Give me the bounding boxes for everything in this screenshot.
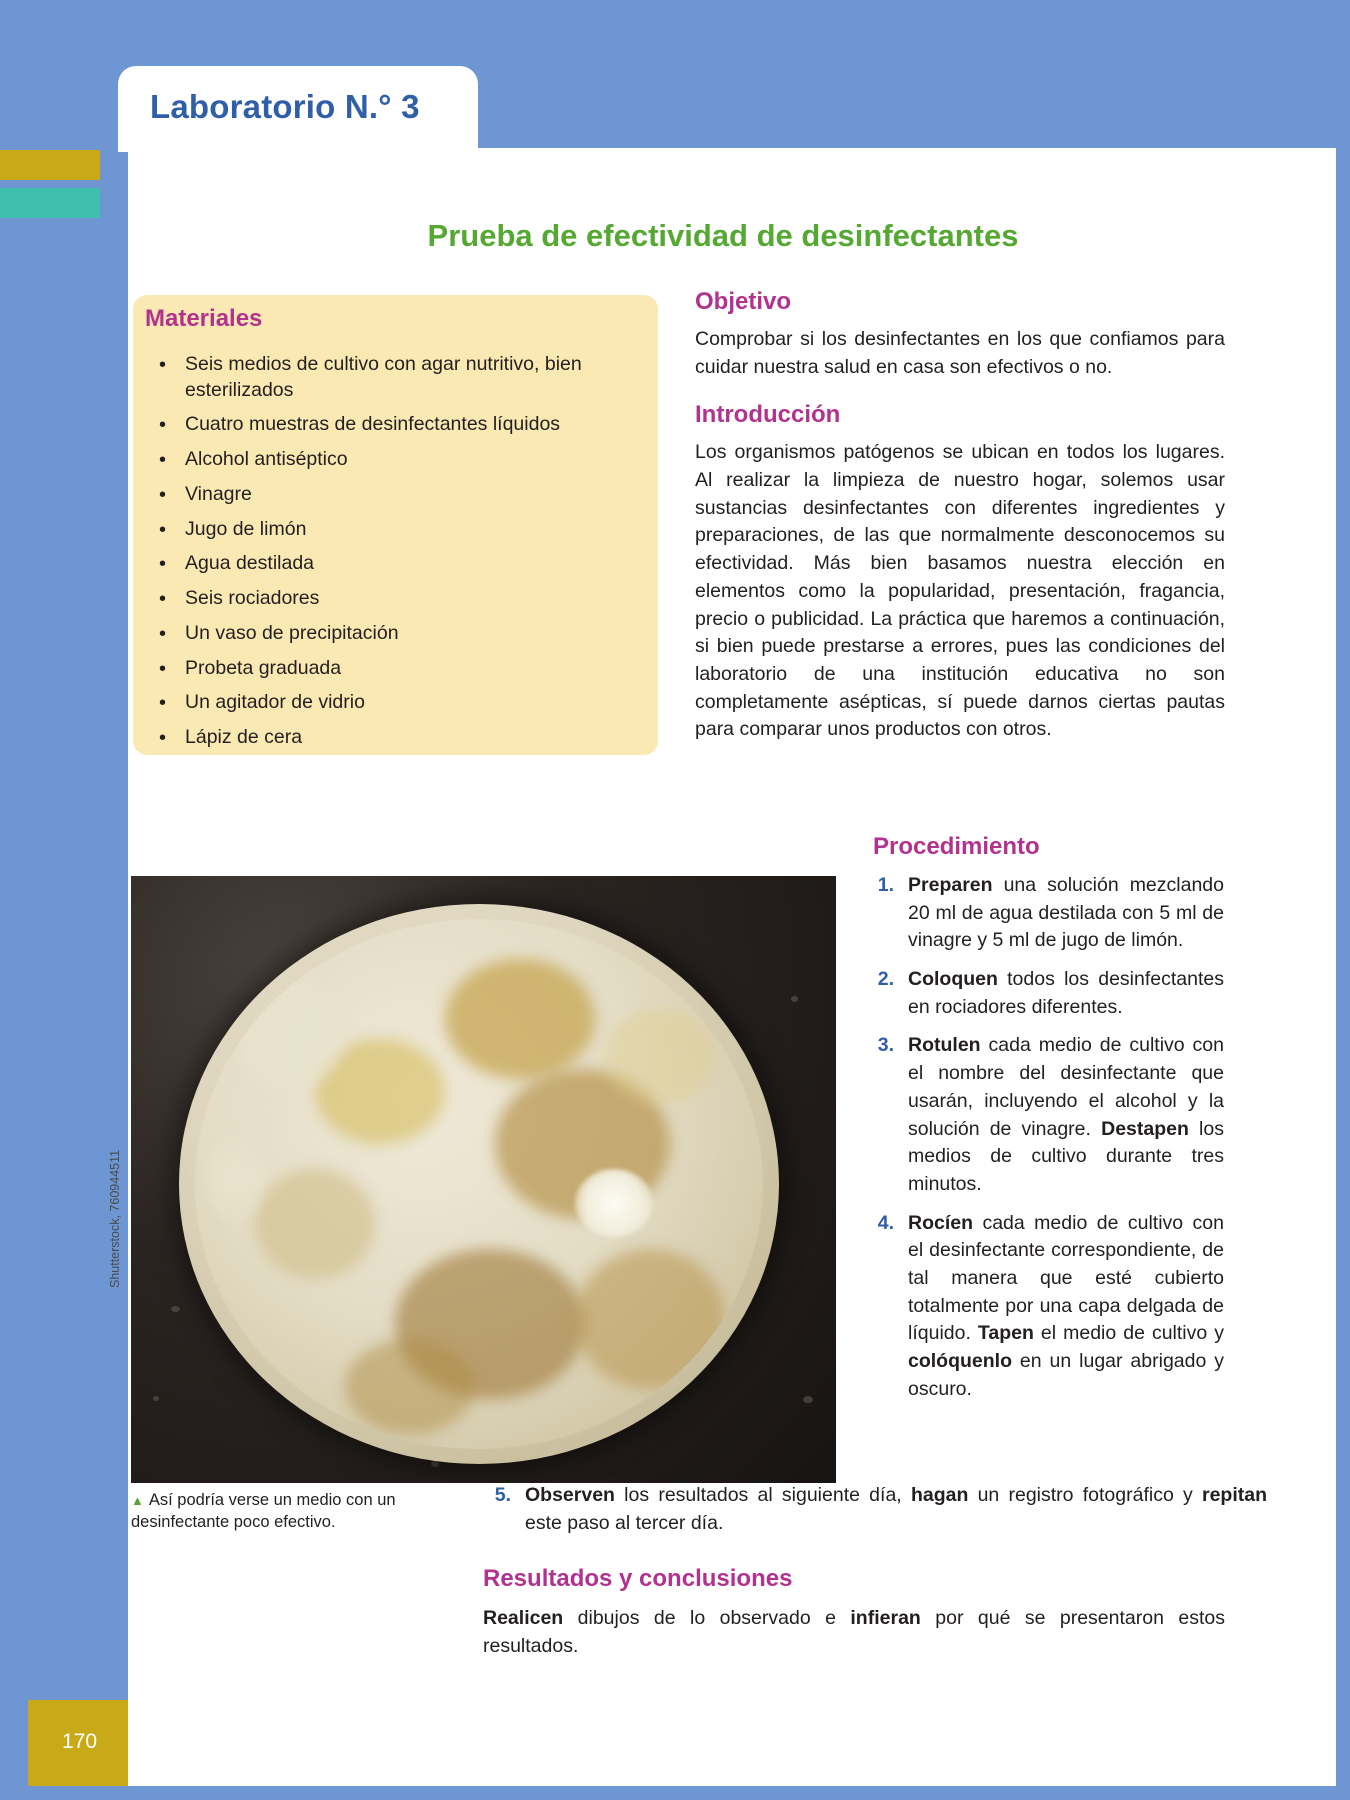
step-text-3: este paso al tercer día.	[525, 1511, 724, 1534]
accent-bar-teal	[0, 188, 100, 218]
bullet-icon: •	[159, 483, 167, 506]
list-item	[145, 656, 645, 682]
step-text-3: en un lugar abrigado y oscuro.	[908, 1350, 1224, 1400]
step-keyword: Preparen	[908, 874, 993, 896]
photo-speck	[803, 1396, 813, 1403]
list-item	[145, 551, 645, 577]
mold-patch-white	[575, 1169, 653, 1237]
step-text: una solución mezclando 20 ml de agua destilada con 5 ml de vinagre y 5 ml de jugo de limón.	[908, 874, 1224, 952]
step-text: cada medio de cultivo con el desinfectante correspondiente, de tal manera que esté cubierto totalmente por una capa delgada de líquido.	[908, 1211, 1224, 1345]
materials-item-10: Lápiz de cera	[185, 726, 303, 749]
colony-blob	[345, 1339, 475, 1434]
bullet-icon: •	[159, 657, 167, 680]
list-item	[145, 482, 645, 508]
colony-blob	[255, 1169, 375, 1279]
objetivo-text: Comprobar si los desinfectantes en los que confiamos para cuidar nuestra salud en casa son efectivos o no.	[695, 328, 1225, 378]
materials-item-1: Cuatro muestras de desinfectantes líquidos	[185, 413, 561, 436]
bullet-icon: •	[159, 553, 167, 576]
colony-blob	[575, 1249, 725, 1389]
step-keyword-2: hagan	[910, 1484, 969, 1506]
procedure-step-2	[866, 966, 1224, 1021]
objetivo-heading: Objetivo	[695, 288, 792, 315]
materials-item-8: Probeta graduada	[185, 656, 342, 679]
step-keyword: Observen	[525, 1484, 615, 1506]
agar-surface	[195, 919, 763, 1449]
step-text-2: los medios de cultivo durante tres minutos.	[908, 1117, 1224, 1195]
materials-item-4: Jugo de limón	[185, 517, 307, 540]
procedure-step-5	[483, 1482, 1267, 1537]
materials-item-3: Vinagre	[185, 482, 252, 505]
list-item	[145, 517, 645, 543]
step-text: todos los desinfectantes en rociadores diferentes.	[908, 968, 1224, 1018]
colony-blob	[445, 959, 595, 1079]
procedure-step-4	[866, 1210, 1224, 1404]
step-text-2: un registro fotográfico y	[968, 1484, 1202, 1506]
right-blue-edge	[1336, 0, 1350, 1800]
photo-credit: Shutterstock, 760944511	[108, 1149, 122, 1288]
bullet-icon: •	[159, 518, 167, 541]
list-item	[145, 690, 645, 716]
mold-patch-left	[205, 1134, 265, 1224]
materials-item-5: Agua destilada	[185, 552, 315, 575]
bullet-icon: •	[159, 588, 167, 611]
materials-item-7: Un vaso de precipitación	[185, 621, 399, 644]
step-number: 5.	[494, 1484, 511, 1506]
photo-speck	[171, 1306, 180, 1312]
list-item	[145, 586, 645, 612]
bullet-icon: •	[159, 449, 167, 472]
photo-speck	[791, 996, 798, 1002]
photo-speck	[431, 1461, 439, 1467]
bullet-icon: •	[159, 727, 167, 750]
step-keyword: Rocíen	[908, 1211, 974, 1234]
step-number: 1.	[877, 874, 894, 896]
figure-caption-text: Así podría verse un medio con un desinfectante poco efectivo.	[131, 1491, 396, 1531]
page-title: Prueba de efectividad de desinfectantes	[427, 218, 1019, 253]
list-item	[145, 621, 645, 647]
resultados-text	[483, 1605, 1225, 1660]
materials-list	[145, 352, 645, 760]
list-item	[145, 412, 645, 438]
procedure-step-1	[866, 872, 1224, 955]
right-text-column	[695, 288, 1225, 744]
bullet-icon: •	[159, 622, 167, 645]
step-keyword-3: repitan	[1201, 1484, 1267, 1506]
step-number: 4.	[877, 1211, 894, 1234]
step-number: 2.	[877, 968, 894, 991]
resultados-text-2: por qué se presentaron estos resultados.	[483, 1607, 1225, 1657]
resultados-keyword: Realicen	[483, 1607, 564, 1629]
bottom-blue-edge	[0, 1786, 1350, 1800]
procedimiento-list	[866, 872, 1224, 1414]
step-keyword: Rotulen	[908, 1034, 981, 1057]
list-item	[145, 725, 645, 751]
bullet-icon: •	[159, 414, 167, 437]
step-number: 3.	[877, 1034, 894, 1057]
petri-dish-photo	[131, 876, 836, 1483]
step-keyword: Coloquen	[908, 968, 998, 991]
step-text-2: el medio de cultivo y	[1033, 1322, 1224, 1345]
step-text: los resultados al siguiente día,	[614, 1484, 911, 1506]
list-item	[145, 352, 645, 403]
left-blue-band	[0, 0, 128, 1800]
materials-item-0: Seis medios de cultivo con agar nutritivo, bien esterilizados	[185, 353, 582, 401]
resultados-heading: Resultados y conclusiones	[483, 1565, 793, 1592]
list-item	[145, 447, 645, 473]
introduccion-heading: Introducción	[695, 401, 841, 429]
introduccion-text: Los organismos patógenos se ubican en todos los lugares. Al realizar la limpieza de nuestro hogar, solemos usar sustancias desinfectantes con diferentes ingredientes y preparaciones, de las que normalmente desconocemos su efectividad. Más bien basamos nuestra elección en elementos como la popularidad, presentación, fragancia, precio o publicidad. La práctica que haremos a continuación, si bien puede prestarse a errores, pues las condiciones del laboratorio de una institución educativa no son completamente asépticas, sí puede darnos ciertas pautas para comparar unos productos con otros.	[695, 441, 1225, 741]
materials-item-9: Un agitador de vidrio	[185, 691, 365, 714]
page-number: 170	[62, 1730, 98, 1753]
colony-blob	[605, 1009, 715, 1104]
step-keyword-2: Tapen	[977, 1322, 1034, 1345]
colony-blob	[235, 979, 345, 1089]
resultados-keyword-2: infieran	[850, 1607, 921, 1629]
materials-heading: Materiales	[145, 305, 263, 332]
materials-item-2: Alcohol antiséptico	[185, 448, 348, 471]
procedimiento-heading: Procedimiento	[873, 833, 1040, 860]
petri-dish-rim	[179, 904, 779, 1464]
accent-bar-olive	[0, 150, 100, 180]
step-text: cada medio de cultivo con el nombre del desinfectante que usarán, incluyendo el alcohol y la solución de vinagre.	[908, 1034, 1224, 1140]
bullet-icon: •	[159, 692, 167, 715]
figure-caption	[131, 1490, 481, 1534]
bullet-icon: •	[159, 354, 167, 376]
photo-speck	[153, 1396, 159, 1401]
materials-item-6: Seis rociadores	[185, 587, 320, 610]
lab-tab-title: Laboratorio N.° 3	[150, 88, 420, 125]
resultados-text-1: dibujos de lo observado e	[563, 1607, 851, 1629]
step-keyword-3: colóquenlo	[908, 1350, 1012, 1372]
step-keyword-2: Destapen	[1101, 1117, 1189, 1140]
procedure-step-3	[866, 1032, 1224, 1198]
triangle-icon: ▲	[131, 1493, 144, 1508]
